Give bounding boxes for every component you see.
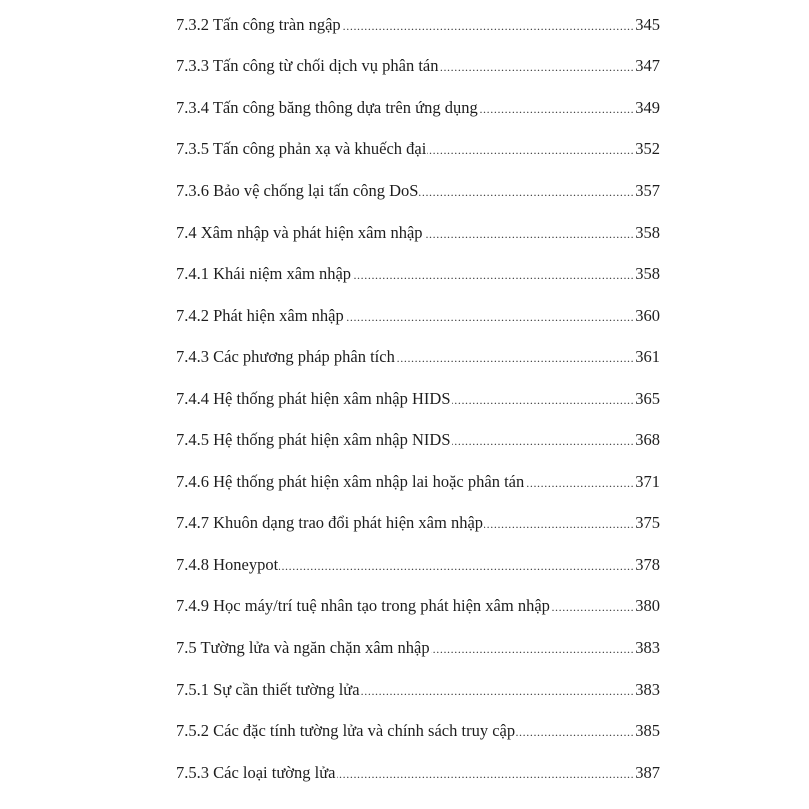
toc-entry[interactable] <box>176 87 660 129</box>
dot-leader <box>424 223 635 243</box>
toc-entry-page: 358 <box>635 222 660 242</box>
toc-entry-title: 7.3.6 Bảo vệ chống lại tấn công DoS <box>176 180 419 200</box>
toc-entry-page: 387 <box>635 762 660 782</box>
toc-entry[interactable] <box>176 752 660 794</box>
toc-entry-page: 368 <box>635 430 660 450</box>
dot-leader <box>525 472 634 492</box>
dot-leader <box>361 680 635 700</box>
toc-entry-page: 352 <box>635 139 660 159</box>
toc-entry[interactable] <box>176 627 660 669</box>
toc-entry[interactable] <box>176 669 660 711</box>
toc-entry-title: 7.4.8 Honeypot <box>176 554 279 574</box>
toc-entry-title: 7.3.3 Tấn công từ chối dịch vụ phân tán <box>176 56 439 76</box>
toc-entry-title: 7.3.4 Tấn công băng thông dựa trên ứng dụng <box>176 97 478 117</box>
toc-entry-page: 360 <box>635 305 660 325</box>
dot-leader <box>427 139 634 159</box>
dot-leader <box>440 56 635 76</box>
toc-entry[interactable] <box>176 461 660 503</box>
toc-entry-page: 345 <box>635 14 660 34</box>
toc-entry[interactable] <box>176 378 660 420</box>
toc-entry-title: 7.4.5 Hệ thống phát hiện xâm nhập NIDS <box>176 430 451 450</box>
toc-entry[interactable] <box>176 4 660 46</box>
dot-leader <box>352 264 634 284</box>
toc-entry-page: 375 <box>635 513 660 533</box>
toc-entry-title: 7.4.3 Các phương pháp phân tích <box>176 347 395 367</box>
dot-leader <box>484 513 634 533</box>
toc-entry-title: 7.5 Tường lửa và ngăn chặn xâm nhập <box>176 637 430 657</box>
toc-entry-title: 7.4.4 Hệ thống phát hiện xâm nhập HIDS <box>176 388 451 408</box>
toc-entry-page: 385 <box>635 721 660 741</box>
dot-leader <box>279 555 634 575</box>
toc-entry-title: 7.4.9 Học máy/trí tuệ nhân tạo trong phát hiện xâm nhập <box>176 596 550 616</box>
dot-leader <box>551 596 634 616</box>
dot-leader <box>431 638 635 658</box>
toc-entry[interactable] <box>176 710 660 752</box>
toc-entry-page: 347 <box>635 56 660 76</box>
toc-entry[interactable] <box>176 336 660 378</box>
dot-leader <box>479 98 635 118</box>
toc-entry[interactable] <box>176 503 660 545</box>
toc-entry[interactable] <box>176 295 660 337</box>
toc-entry-page: 365 <box>635 388 660 408</box>
toc-entry-title: 7.4.2 Phát hiện xâm nhập <box>176 305 344 325</box>
toc-entry-page: 361 <box>635 347 660 367</box>
dot-leader <box>337 763 635 783</box>
toc-entry[interactable] <box>176 170 660 212</box>
toc-entry-page: 378 <box>635 554 660 574</box>
toc-entry-page: 383 <box>635 679 660 699</box>
toc-entry-page: 380 <box>635 596 660 616</box>
dot-leader <box>452 430 635 450</box>
toc-entry-title: 7.5.2 Các đặc tính tường lửa và chính sách truy cập <box>176 721 516 741</box>
dot-leader <box>516 721 634 741</box>
dot-leader <box>419 181 634 201</box>
toc-entry-title: 7.4.6 Hệ thống phát hiện xâm nhập lai hoặc phân tán <box>176 471 525 491</box>
toc-entry-title: 7.4.7 Khuôn dạng trao đổi phát hiện xâm nhập <box>176 513 484 533</box>
toc-entry-page: 349 <box>635 97 660 117</box>
toc-entry[interactable] <box>176 419 660 461</box>
toc-entry-page: 358 <box>635 264 660 284</box>
toc-entry-page: 357 <box>635 180 660 200</box>
toc-entry[interactable] <box>176 46 660 88</box>
dot-leader <box>396 347 634 367</box>
toc-entry[interactable] <box>176 129 660 171</box>
toc-entry-title: 7.3.2 Tấn công tràn ngập <box>176 14 341 34</box>
toc-entry-title: 7.5.1 Sự cần thiết tường lửa <box>176 679 360 699</box>
toc-entry[interactable] <box>176 544 660 586</box>
dot-leader <box>345 306 635 326</box>
toc-entry-title: 7.4.1 Khái niệm xâm nhập <box>176 264 352 284</box>
toc-entry-title: 7.3.5 Tấn công phản xạ và khuếch đại <box>176 139 427 159</box>
toc-entry[interactable] <box>176 212 660 254</box>
toc-entry-title: 7.5.3 Các loại tường lửa <box>176 762 336 782</box>
table-of-contents <box>176 4 660 793</box>
toc-entry-page: 371 <box>635 471 660 491</box>
toc-entry-title: 7.4 Xâm nhập và phát hiện xâm nhập <box>176 222 423 242</box>
toc-entry-page: 383 <box>635 637 660 657</box>
dot-leader <box>342 15 635 35</box>
toc-entry[interactable] <box>176 253 660 295</box>
toc-entry[interactable] <box>176 586 660 628</box>
dot-leader <box>452 389 635 409</box>
